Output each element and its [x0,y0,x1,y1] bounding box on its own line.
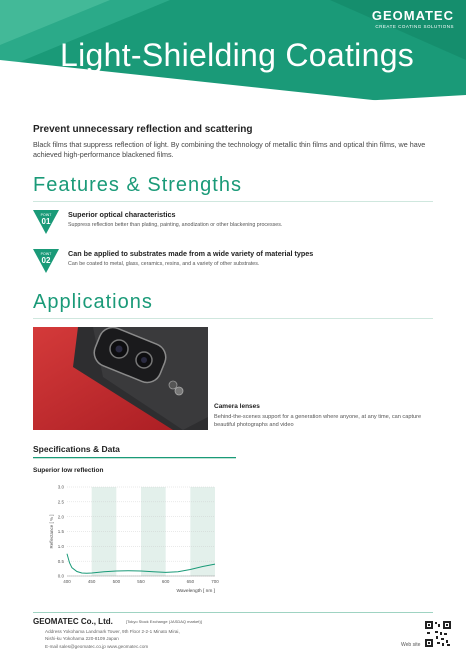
address-line-1: Address Yokohama Landmark Tower, 9th Floor 2-2-1 Minato Mirai, [45,629,180,634]
exchange-note: [Tokyo Stock Exchange (JASDAQ market)] [126,619,202,624]
chart-title: Superior low reflection [33,467,104,474]
brand [372,8,454,29]
point-number: 02 [41,256,51,265]
brand-tagline: CREATE COATING SOLUTIONS [375,24,454,29]
point-label: POINT [40,252,52,256]
y-axis-label: Reflectance [ % ] [49,514,54,549]
x-axis-label: Wavelength [ nm ] [176,589,215,594]
point-title: Superior optical characteristics [68,210,176,219]
feature-point-1 [33,210,453,240]
brand-logo: GEOMATEC [371,8,454,23]
x-tick-label: 450 [87,579,96,584]
point-label: POINT [40,213,52,217]
y-tick-label: 1.0 [57,543,64,549]
intro-text: Black films that suppress reflection of light. By combining the technology of metallic thin films and optical thin films, we have achieved high-performance blackened films. [33,140,426,159]
point-title: Can be applied to substrates made from a wide variety of material types [68,249,314,258]
company-name: GEOMATEC Co., Ltd. [33,617,113,626]
x-tick-label: 650 [186,579,195,584]
point-number: 01 [41,217,51,226]
header-banner [0,0,466,118]
y-tick-label: 2.0 [57,514,64,520]
qr-code-icon[interactable] [425,621,451,647]
contact-info[interactable]: E-mail sales@geomatec.co.jp www.geomatec.com [45,644,149,649]
features-divider [33,201,433,202]
specs-title: Specifications & Data [33,444,120,454]
applications-title: Applications [33,291,153,313]
point-description: Suppress reflection better than plating, painting, anodization or other blackening processes. [68,222,283,228]
reflectance-chart [33,480,233,598]
features-title: Features & Strengths [33,174,242,196]
page-title: Light-Shielding Coatings [60,37,415,73]
application-item-description: Behind-the-scenes support for a generation where anyone, at any time, can capture beautiful photographs and video [214,414,422,428]
y-tick-label: 3.0 [57,484,64,490]
x-tick-label: 700 [211,579,219,584]
camera-lens-photo [33,327,208,430]
address [45,628,180,642]
y-tick-label: 0.5 [57,558,64,564]
y-tick-label: 1.5 [57,529,64,535]
website-label: Web site [401,642,421,648]
x-tick-label: 550 [137,579,145,584]
address-line-2: Nishi-ku Yokohama 220-8109 Japan [45,636,119,641]
specs-divider-light [33,458,236,459]
y-tick-label: 2.5 [57,499,64,505]
footer-divider [33,612,433,613]
application-item-title: Camera lenses [214,403,260,410]
intro-heading: Prevent unnecessary reflection and scattering [33,124,253,135]
applications-divider [33,318,433,319]
x-tick-label: 600 [161,579,170,584]
y-tick-label: 0.0 [57,573,64,579]
x-tick-label: 500 [112,579,121,584]
feature-point-2 [33,249,453,279]
x-tick-label: 400 [63,579,71,584]
point-description: Can be coated to metal, glass, ceramics, resins, and a variety of other substrates. [68,261,260,267]
